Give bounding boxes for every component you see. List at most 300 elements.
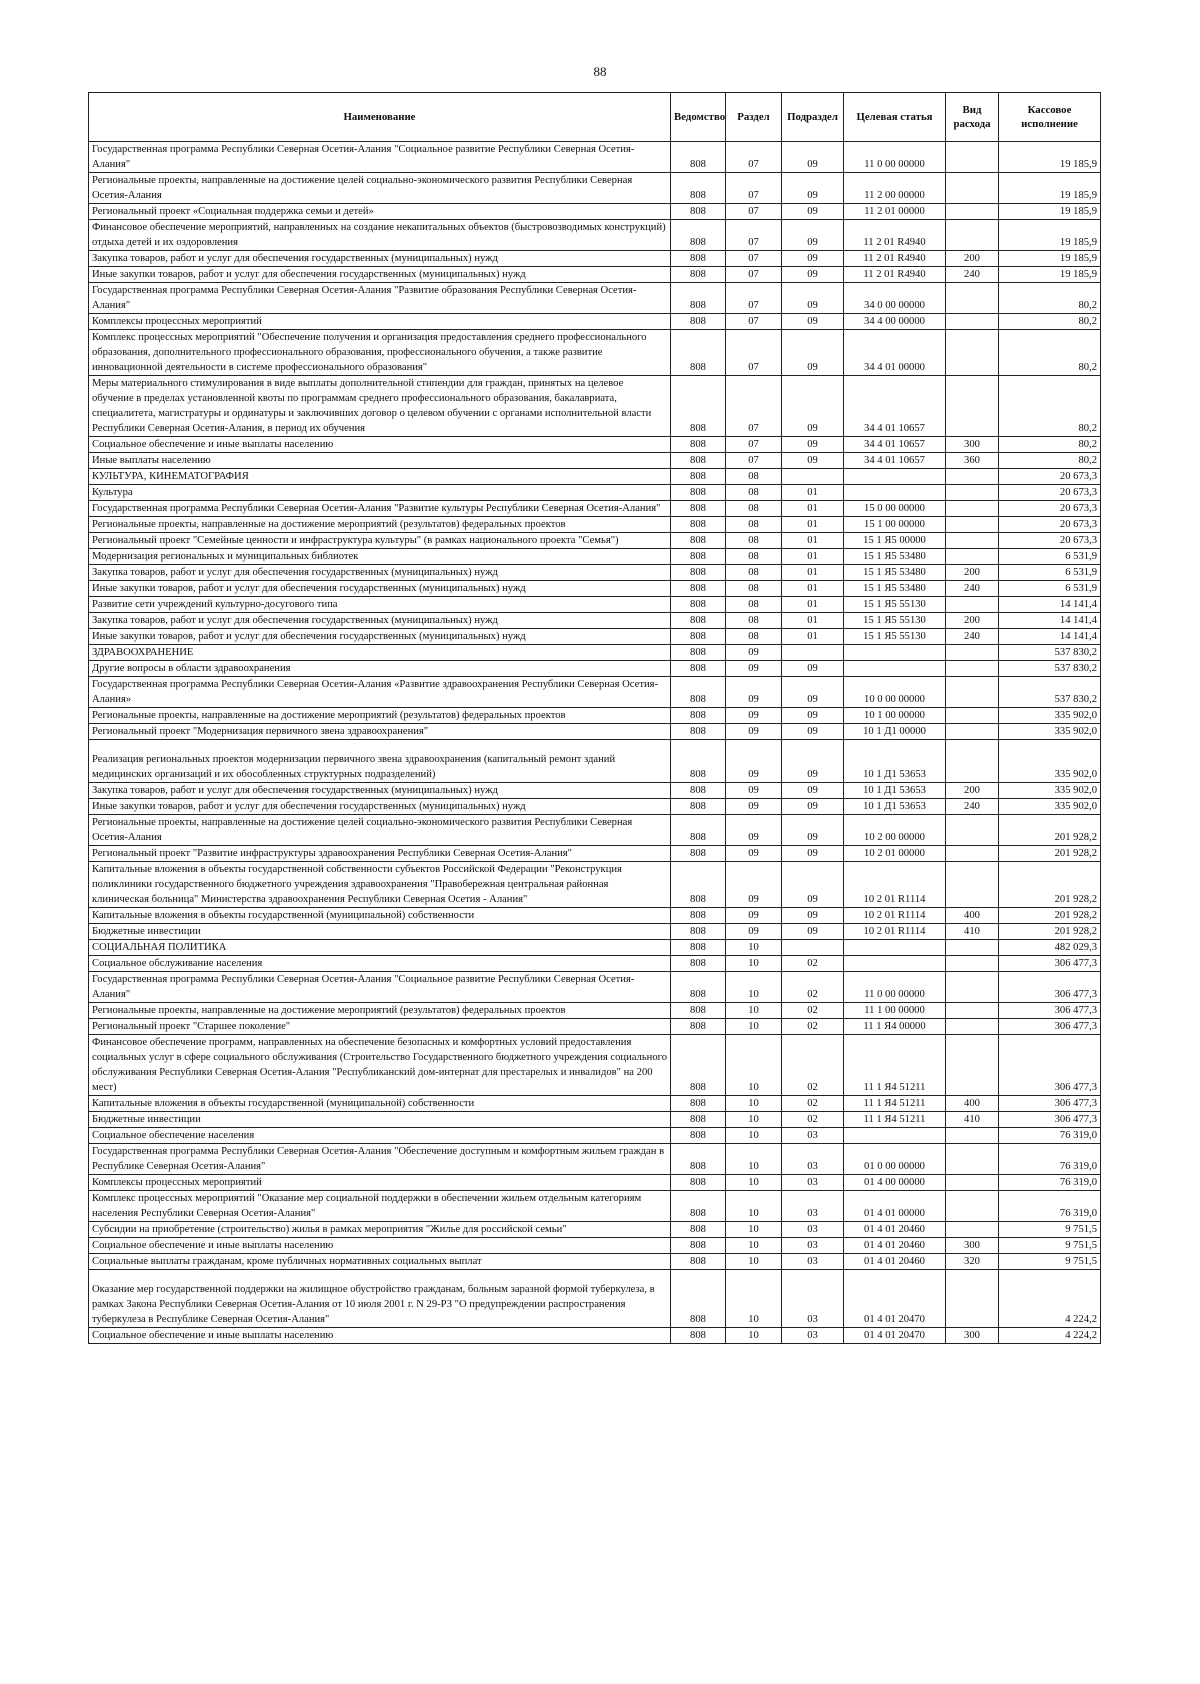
cell-razdel: 10 bbox=[726, 1019, 782, 1035]
cell-kassa: 19 185,9 bbox=[999, 267, 1101, 283]
cell-podrazdel: 03 bbox=[782, 1128, 844, 1144]
cell-celevaya: 11 1 Я4 00000 bbox=[844, 1019, 946, 1035]
cell-vid: 300 bbox=[946, 1328, 999, 1344]
cell-razdel: 09 bbox=[726, 740, 782, 783]
cell-celevaya: 11 2 01 R4940 bbox=[844, 220, 946, 251]
cell-kassa: 306 477,3 bbox=[999, 972, 1101, 1003]
cell-podrazdel: 09 bbox=[782, 661, 844, 677]
cell-vedomstvo: 808 bbox=[671, 908, 726, 924]
cell-podrazdel: 09 bbox=[782, 267, 844, 283]
table-row bbox=[89, 924, 1101, 940]
cell-vid: 240 bbox=[946, 629, 999, 645]
header-vedomstvo: Ведомство bbox=[671, 93, 726, 142]
cell-vedomstvo: 808 bbox=[671, 740, 726, 783]
cell-kassa: 14 141,4 bbox=[999, 629, 1101, 645]
cell-celevaya bbox=[844, 940, 946, 956]
cell-celevaya: 34 4 01 10657 bbox=[844, 453, 946, 469]
cell-podrazdel: 02 bbox=[782, 1003, 844, 1019]
cell-name: Финансовое обеспечение программ, направленных на обеспечение безопасных и комфортных условий предоставления социальных услуг в сфере социального обслуживания (Строительство Государственного бюджетного учреждения социального обслуживания Республики Северная Осетия-Алания "Республиканский дом-интернат для престарелых и инвалидов" на 200 мест) bbox=[89, 1035, 671, 1096]
cell-kassa: 9 751,5 bbox=[999, 1238, 1101, 1254]
cell-podrazdel: 09 bbox=[782, 142, 844, 173]
cell-name: Государственная программа Республики Северная Осетия-Алания "Социальное развитие Республики Северная Осетия-Алания" bbox=[89, 972, 671, 1003]
cell-vedomstvo: 808 bbox=[671, 251, 726, 267]
cell-vedomstvo: 808 bbox=[671, 1222, 726, 1238]
cell-vid bbox=[946, 517, 999, 533]
cell-vid bbox=[946, 1144, 999, 1175]
cell-kassa: 80,2 bbox=[999, 330, 1101, 376]
cell-vedomstvo: 808 bbox=[671, 1175, 726, 1191]
cell-razdel: 09 bbox=[726, 708, 782, 724]
cell-vedomstvo: 808 bbox=[671, 142, 726, 173]
cell-podrazdel: 09 bbox=[782, 677, 844, 708]
cell-celevaya: 10 2 01 R1114 bbox=[844, 908, 946, 924]
cell-vid: 200 bbox=[946, 251, 999, 267]
cell-vid: 240 bbox=[946, 267, 999, 283]
cell-vid bbox=[946, 1003, 999, 1019]
cell-vid: 400 bbox=[946, 908, 999, 924]
cell-kassa: 20 673,3 bbox=[999, 517, 1101, 533]
table-row bbox=[89, 1112, 1101, 1128]
cell-vid bbox=[946, 815, 999, 846]
table-row bbox=[89, 972, 1101, 1003]
cell-vedomstvo: 808 bbox=[671, 799, 726, 815]
cell-name: Социальное обеспечение и иные выплаты населению bbox=[89, 1238, 671, 1254]
cell-celevaya: 15 1 Я5 55130 bbox=[844, 597, 946, 613]
cell-celevaya: 01 4 00 00000 bbox=[844, 1175, 946, 1191]
cell-name: Иные выплаты населению bbox=[89, 453, 671, 469]
table-row bbox=[89, 204, 1101, 220]
cell-vid bbox=[946, 533, 999, 549]
cell-kassa: 335 902,0 bbox=[999, 724, 1101, 740]
cell-vedomstvo: 808 bbox=[671, 314, 726, 330]
cell-celevaya: 15 1 Я5 55130 bbox=[844, 629, 946, 645]
cell-vedomstvo: 808 bbox=[671, 1128, 726, 1144]
cell-celevaya: 11 2 01 R4940 bbox=[844, 267, 946, 283]
cell-celevaya: 11 1 Я4 51211 bbox=[844, 1035, 946, 1096]
cell-podrazdel: 09 bbox=[782, 846, 844, 862]
cell-kassa: 537 830,2 bbox=[999, 661, 1101, 677]
cell-vedomstvo: 808 bbox=[671, 629, 726, 645]
cell-kassa: 19 185,9 bbox=[999, 251, 1101, 267]
cell-vid: 240 bbox=[946, 799, 999, 815]
header-vid: Вид расхода bbox=[946, 93, 999, 142]
cell-razdel: 07 bbox=[726, 437, 782, 453]
cell-celevaya: 15 1 00 00000 bbox=[844, 517, 946, 533]
cell-vid bbox=[946, 142, 999, 173]
cell-kassa: 14 141,4 bbox=[999, 597, 1101, 613]
cell-kassa: 80,2 bbox=[999, 453, 1101, 469]
cell-kassa: 201 928,2 bbox=[999, 846, 1101, 862]
table-row bbox=[89, 220, 1101, 251]
header-celevaya: Целевая статья bbox=[844, 93, 946, 142]
cell-vid: 410 bbox=[946, 1112, 999, 1128]
cell-name: Капитальные вложения в объекты государственной собственности субъектов Российской Федерации "Реконструкция поликлиники государственного бюджетного учреждения здравоохранения "Правобережная центральная районная клиническая больница" Министерства здравоохранения Республики Северная Осетия - Алания" bbox=[89, 862, 671, 908]
cell-kassa: 9 751,5 bbox=[999, 1254, 1101, 1270]
cell-razdel: 08 bbox=[726, 533, 782, 549]
cell-kassa: 306 477,3 bbox=[999, 1112, 1101, 1128]
cell-celevaya: 01 4 01 20470 bbox=[844, 1328, 946, 1344]
cell-vid bbox=[946, 549, 999, 565]
cell-vedomstvo: 808 bbox=[671, 846, 726, 862]
cell-vid bbox=[946, 501, 999, 517]
cell-razdel: 10 bbox=[726, 1112, 782, 1128]
cell-razdel: 07 bbox=[726, 251, 782, 267]
cell-vedomstvo: 808 bbox=[671, 533, 726, 549]
cell-vid bbox=[946, 740, 999, 783]
cell-razdel: 07 bbox=[726, 314, 782, 330]
cell-kassa: 201 928,2 bbox=[999, 815, 1101, 846]
table-row bbox=[89, 485, 1101, 501]
cell-podrazdel: 01 bbox=[782, 549, 844, 565]
table-row bbox=[89, 908, 1101, 924]
cell-podrazdel: 01 bbox=[782, 533, 844, 549]
cell-celevaya: 15 1 Я5 53480 bbox=[844, 565, 946, 581]
cell-vid bbox=[946, 1270, 999, 1328]
cell-celevaya: 15 0 00 00000 bbox=[844, 501, 946, 517]
cell-kassa: 76 319,0 bbox=[999, 1175, 1101, 1191]
cell-name: Иные закупки товаров, работ и услуг для обеспечения государственных (муниципальных) нужд bbox=[89, 581, 671, 597]
cell-vedomstvo: 808 bbox=[671, 1191, 726, 1222]
cell-vedomstvo: 808 bbox=[671, 815, 726, 846]
cell-podrazdel: 02 bbox=[782, 1035, 844, 1096]
cell-podrazdel: 09 bbox=[782, 220, 844, 251]
cell-razdel: 10 bbox=[726, 1222, 782, 1238]
table-row bbox=[89, 251, 1101, 267]
cell-kassa: 306 477,3 bbox=[999, 1003, 1101, 1019]
cell-podrazdel: 01 bbox=[782, 501, 844, 517]
table-row bbox=[89, 645, 1101, 661]
cell-kassa: 537 830,2 bbox=[999, 645, 1101, 661]
cell-podrazdel: 09 bbox=[782, 204, 844, 220]
cell-vid bbox=[946, 283, 999, 314]
cell-name: Капитальные вложения в объекты государственной (муниципальной) собственности bbox=[89, 1096, 671, 1112]
cell-vedomstvo: 808 bbox=[671, 485, 726, 501]
table-row bbox=[89, 846, 1101, 862]
cell-podrazdel: 01 bbox=[782, 613, 844, 629]
cell-kassa: 537 830,2 bbox=[999, 677, 1101, 708]
cell-razdel: 08 bbox=[726, 501, 782, 517]
cell-kassa: 14 141,4 bbox=[999, 613, 1101, 629]
page-number: 88 bbox=[593, 64, 607, 79]
cell-razdel: 10 bbox=[726, 972, 782, 1003]
cell-vedomstvo: 808 bbox=[671, 1019, 726, 1035]
cell-name: Региональный проект "Семейные ценности и инфраструктура культуры" (в рамках национального проекта "Семья") bbox=[89, 533, 671, 549]
cell-name: КУЛЬТУРА, КИНЕМАТОГРАФИЯ bbox=[89, 469, 671, 485]
cell-name: Меры материального стимулирования в виде выплаты дополнительной стипендии для граждан, принятых на целевое обучение в пределах установленной квоты по программам среднего профессионального образования, бакалавриата, специалитета, магистратуры и ординатуры и заключивших договор о целевом обучении с органами исполнительной власти Республики Северная Осетия-Алания, в период их обучения bbox=[89, 376, 671, 437]
cell-kassa: 201 928,2 bbox=[999, 862, 1101, 908]
table-row bbox=[89, 565, 1101, 581]
table-row bbox=[89, 862, 1101, 908]
cell-vid bbox=[946, 204, 999, 220]
cell-celevaya: 11 1 00 00000 bbox=[844, 1003, 946, 1019]
cell-vid bbox=[946, 708, 999, 724]
cell-razdel: 08 bbox=[726, 581, 782, 597]
cell-name: Региональные проекты, направленные на достижение целей социально-экономического развития Республики Северная Осетия-Алания bbox=[89, 173, 671, 204]
table-row bbox=[89, 1222, 1101, 1238]
cell-podrazdel: 09 bbox=[782, 799, 844, 815]
cell-name: Бюджетные инвестиции bbox=[89, 1112, 671, 1128]
cell-celevaya bbox=[844, 469, 946, 485]
cell-vid bbox=[946, 173, 999, 204]
table-row bbox=[89, 469, 1101, 485]
cell-kassa: 76 319,0 bbox=[999, 1144, 1101, 1175]
cell-name: Социальное обеспечение и иные выплаты населению bbox=[89, 437, 671, 453]
cell-podrazdel: 03 bbox=[782, 1328, 844, 1344]
cell-celevaya: 15 1 Я5 53480 bbox=[844, 581, 946, 597]
cell-razdel: 07 bbox=[726, 283, 782, 314]
table-row bbox=[89, 1270, 1101, 1328]
cell-vedomstvo: 808 bbox=[671, 724, 726, 740]
cell-razdel: 09 bbox=[726, 783, 782, 799]
cell-razdel: 09 bbox=[726, 661, 782, 677]
table-row bbox=[89, 740, 1101, 783]
cell-celevaya bbox=[844, 661, 946, 677]
cell-podrazdel: 01 bbox=[782, 581, 844, 597]
cell-podrazdel: 09 bbox=[782, 437, 844, 453]
cell-vid bbox=[946, 469, 999, 485]
cell-kassa: 4 224,2 bbox=[999, 1328, 1101, 1344]
cell-razdel: 09 bbox=[726, 677, 782, 708]
cell-razdel: 07 bbox=[726, 204, 782, 220]
cell-vedomstvo: 808 bbox=[671, 549, 726, 565]
cell-vedomstvo: 808 bbox=[671, 1003, 726, 1019]
cell-podrazdel: 09 bbox=[782, 330, 844, 376]
cell-podrazdel: 09 bbox=[782, 173, 844, 204]
cell-kassa: 4 224,2 bbox=[999, 1270, 1101, 1328]
table-row bbox=[89, 1128, 1101, 1144]
budget-table bbox=[88, 92, 1101, 1344]
cell-vedomstvo: 808 bbox=[671, 267, 726, 283]
cell-vedomstvo: 808 bbox=[671, 1144, 726, 1175]
cell-razdel: 09 bbox=[726, 908, 782, 924]
cell-name: Иные закупки товаров, работ и услуг для обеспечения государственных (муниципальных) нужд bbox=[89, 629, 671, 645]
table-row bbox=[89, 1144, 1101, 1175]
cell-podrazdel bbox=[782, 940, 844, 956]
table-row bbox=[89, 677, 1101, 708]
cell-kassa: 19 185,9 bbox=[999, 173, 1101, 204]
cell-razdel: 08 bbox=[726, 597, 782, 613]
cell-podrazdel: 03 bbox=[782, 1238, 844, 1254]
cell-podrazdel: 03 bbox=[782, 1270, 844, 1328]
cell-podrazdel: 01 bbox=[782, 565, 844, 581]
cell-name: Государственная программа Республики Северная Осетия-Алания "Развитие образования Республики Северная Осетия-Алания" bbox=[89, 283, 671, 314]
table-row bbox=[89, 517, 1101, 533]
cell-celevaya: 01 0 00 00000 bbox=[844, 1144, 946, 1175]
cell-vid bbox=[946, 956, 999, 972]
table-row bbox=[89, 783, 1101, 799]
table-row bbox=[89, 613, 1101, 629]
cell-podrazdel: 09 bbox=[782, 862, 844, 908]
cell-razdel: 08 bbox=[726, 565, 782, 581]
cell-kassa: 80,2 bbox=[999, 437, 1101, 453]
cell-vid bbox=[946, 645, 999, 661]
cell-kassa: 76 319,0 bbox=[999, 1128, 1101, 1144]
table-row bbox=[89, 330, 1101, 376]
table-row bbox=[89, 1035, 1101, 1096]
cell-kassa: 306 477,3 bbox=[999, 1035, 1101, 1096]
cell-vedomstvo: 808 bbox=[671, 283, 726, 314]
cell-name: Развитие сети учреждений культурно-досугового типа bbox=[89, 597, 671, 613]
cell-vedomstvo: 808 bbox=[671, 972, 726, 1003]
cell-razdel: 07 bbox=[726, 376, 782, 437]
cell-celevaya: 01 4 01 20460 bbox=[844, 1222, 946, 1238]
cell-vid bbox=[946, 330, 999, 376]
cell-podrazdel: 09 bbox=[782, 908, 844, 924]
cell-name: Закупка товаров, работ и услуг для обеспечения государственных (муниципальных) нужд bbox=[89, 251, 671, 267]
cell-vedomstvo: 808 bbox=[671, 469, 726, 485]
cell-celevaya: 10 1 Д1 53653 bbox=[844, 740, 946, 783]
cell-razdel: 10 bbox=[726, 1035, 782, 1096]
cell-celevaya: 10 2 01 R1114 bbox=[844, 862, 946, 908]
table-row bbox=[89, 1191, 1101, 1222]
cell-celevaya: 34 4 01 10657 bbox=[844, 376, 946, 437]
cell-vedomstvo: 808 bbox=[671, 956, 726, 972]
cell-podrazdel: 09 bbox=[782, 314, 844, 330]
cell-vid bbox=[946, 846, 999, 862]
cell-vid bbox=[946, 1191, 999, 1222]
cell-vid bbox=[946, 724, 999, 740]
cell-kassa: 19 185,9 bbox=[999, 220, 1101, 251]
table-row bbox=[89, 815, 1101, 846]
cell-podrazdel: 09 bbox=[782, 376, 844, 437]
cell-celevaya: 34 4 01 10657 bbox=[844, 437, 946, 453]
cell-name: Капитальные вложения в объекты государственной (муниципальной) собственности bbox=[89, 908, 671, 924]
cell-vid: 200 bbox=[946, 783, 999, 799]
cell-vedomstvo: 808 bbox=[671, 940, 726, 956]
cell-celevaya: 34 4 01 00000 bbox=[844, 330, 946, 376]
cell-vid: 300 bbox=[946, 437, 999, 453]
cell-vedomstvo: 808 bbox=[671, 613, 726, 629]
cell-razdel: 07 bbox=[726, 220, 782, 251]
cell-razdel: 08 bbox=[726, 549, 782, 565]
table-row bbox=[89, 314, 1101, 330]
cell-vedomstvo: 808 bbox=[671, 565, 726, 581]
cell-vid bbox=[946, 677, 999, 708]
header-row bbox=[89, 93, 1101, 142]
cell-vid bbox=[946, 314, 999, 330]
cell-celevaya bbox=[844, 1128, 946, 1144]
table-row bbox=[89, 940, 1101, 956]
cell-vedomstvo: 808 bbox=[671, 376, 726, 437]
cell-razdel: 09 bbox=[726, 846, 782, 862]
cell-vedomstvo: 808 bbox=[671, 330, 726, 376]
cell-vid: 200 bbox=[946, 613, 999, 629]
cell-celevaya bbox=[844, 956, 946, 972]
cell-vid: 300 bbox=[946, 1238, 999, 1254]
cell-vedomstvo: 808 bbox=[671, 708, 726, 724]
table-row bbox=[89, 629, 1101, 645]
cell-razdel: 09 bbox=[726, 645, 782, 661]
cell-razdel: 10 bbox=[726, 1270, 782, 1328]
cell-vedomstvo: 808 bbox=[671, 501, 726, 517]
cell-name: Региональный проект «Социальная поддержка семьи и детей» bbox=[89, 204, 671, 220]
cell-razdel: 10 bbox=[726, 956, 782, 972]
cell-name: Региональный проект "Старшее поколение" bbox=[89, 1019, 671, 1035]
cell-podrazdel bbox=[782, 645, 844, 661]
table-row bbox=[89, 453, 1101, 469]
table-row bbox=[89, 267, 1101, 283]
cell-vid bbox=[946, 972, 999, 1003]
cell-podrazdel: 09 bbox=[782, 740, 844, 783]
cell-celevaya: 15 1 Я5 55130 bbox=[844, 613, 946, 629]
cell-kassa: 76 319,0 bbox=[999, 1191, 1101, 1222]
cell-kassa: 201 928,2 bbox=[999, 924, 1101, 940]
cell-vedomstvo: 808 bbox=[671, 1270, 726, 1328]
cell-podrazdel: 02 bbox=[782, 972, 844, 1003]
cell-vid bbox=[946, 376, 999, 437]
cell-vedomstvo: 808 bbox=[671, 677, 726, 708]
cell-name: Комплекс процессных мероприятий "Обеспечение получения и организация предоставления среднего профессионального образования, дополнительного профессионального образования, профессионального обучения, а также развитие инновационной деятельности в системе профессионального образования" bbox=[89, 330, 671, 376]
cell-name: Модернизация региональных и муниципальных библиотек bbox=[89, 549, 671, 565]
cell-celevaya: 11 0 00 00000 bbox=[844, 142, 946, 173]
cell-name: Иные закупки товаров, работ и услуг для обеспечения государственных (муниципальных) нужд bbox=[89, 267, 671, 283]
cell-razdel: 07 bbox=[726, 142, 782, 173]
cell-kassa: 482 029,3 bbox=[999, 940, 1101, 956]
cell-vedomstvo: 808 bbox=[671, 1096, 726, 1112]
cell-name: Закупка товаров, работ и услуг для обеспечения государственных (муниципальных) нужд bbox=[89, 613, 671, 629]
cell-razdel: 08 bbox=[726, 517, 782, 533]
cell-celevaya: 10 1 Д1 00000 bbox=[844, 724, 946, 740]
cell-vedomstvo: 808 bbox=[671, 924, 726, 940]
cell-vid: 320 bbox=[946, 1254, 999, 1270]
cell-vedomstvo: 808 bbox=[671, 437, 726, 453]
cell-celevaya: 01 4 01 20460 bbox=[844, 1254, 946, 1270]
cell-celevaya bbox=[844, 645, 946, 661]
cell-kassa: 6 531,9 bbox=[999, 581, 1101, 597]
table-row bbox=[89, 956, 1101, 972]
cell-celevaya: 01 4 01 00000 bbox=[844, 1191, 946, 1222]
cell-celevaya bbox=[844, 485, 946, 501]
cell-celevaya: 10 1 00 00000 bbox=[844, 708, 946, 724]
cell-kassa: 335 902,0 bbox=[999, 708, 1101, 724]
cell-razdel: 10 bbox=[726, 1191, 782, 1222]
cell-vedomstvo: 808 bbox=[671, 1035, 726, 1096]
cell-vedomstvo: 808 bbox=[671, 1328, 726, 1344]
cell-celevaya: 10 1 Д1 53653 bbox=[844, 783, 946, 799]
cell-name: Региональные проекты, направленные на достижение мероприятий (результатов) федеральных проектов bbox=[89, 708, 671, 724]
cell-vid bbox=[946, 485, 999, 501]
table-row bbox=[89, 1096, 1101, 1112]
table-row bbox=[89, 1175, 1101, 1191]
cell-podrazdel: 09 bbox=[782, 251, 844, 267]
cell-name: Социальное обеспечение населения bbox=[89, 1128, 671, 1144]
table-row bbox=[89, 1019, 1101, 1035]
cell-razdel: 10 bbox=[726, 1128, 782, 1144]
table-row bbox=[89, 376, 1101, 437]
cell-celevaya: 01 4 01 20460 bbox=[844, 1238, 946, 1254]
table-row bbox=[89, 708, 1101, 724]
cell-kassa: 80,2 bbox=[999, 283, 1101, 314]
cell-podrazdel: 01 bbox=[782, 597, 844, 613]
cell-vid bbox=[946, 862, 999, 908]
cell-podrazdel: 01 bbox=[782, 485, 844, 501]
cell-name: Иные закупки товаров, работ и услуг для обеспечения государственных (муниципальных) нужд bbox=[89, 799, 671, 815]
cell-vid bbox=[946, 940, 999, 956]
cell-podrazdel: 02 bbox=[782, 1019, 844, 1035]
table-row bbox=[89, 549, 1101, 565]
table-row bbox=[89, 1238, 1101, 1254]
cell-razdel: 07 bbox=[726, 267, 782, 283]
cell-name: Другие вопросы в области здравоохранения bbox=[89, 661, 671, 677]
cell-podrazdel: 03 bbox=[782, 1144, 844, 1175]
cell-name: Региональные проекты, направленные на достижение целей социально-экономического развития Республики Северная Осетия-Алания bbox=[89, 815, 671, 846]
cell-podrazdel: 02 bbox=[782, 956, 844, 972]
cell-podrazdel: 09 bbox=[782, 924, 844, 940]
cell-razdel: 10 bbox=[726, 1328, 782, 1344]
cell-celevaya: 34 4 00 00000 bbox=[844, 314, 946, 330]
table-row bbox=[89, 437, 1101, 453]
cell-name: Государственная программа Республики Северная Осетия-Алания "Социальное развитие Республики Северная Осетия-Алания" bbox=[89, 142, 671, 173]
